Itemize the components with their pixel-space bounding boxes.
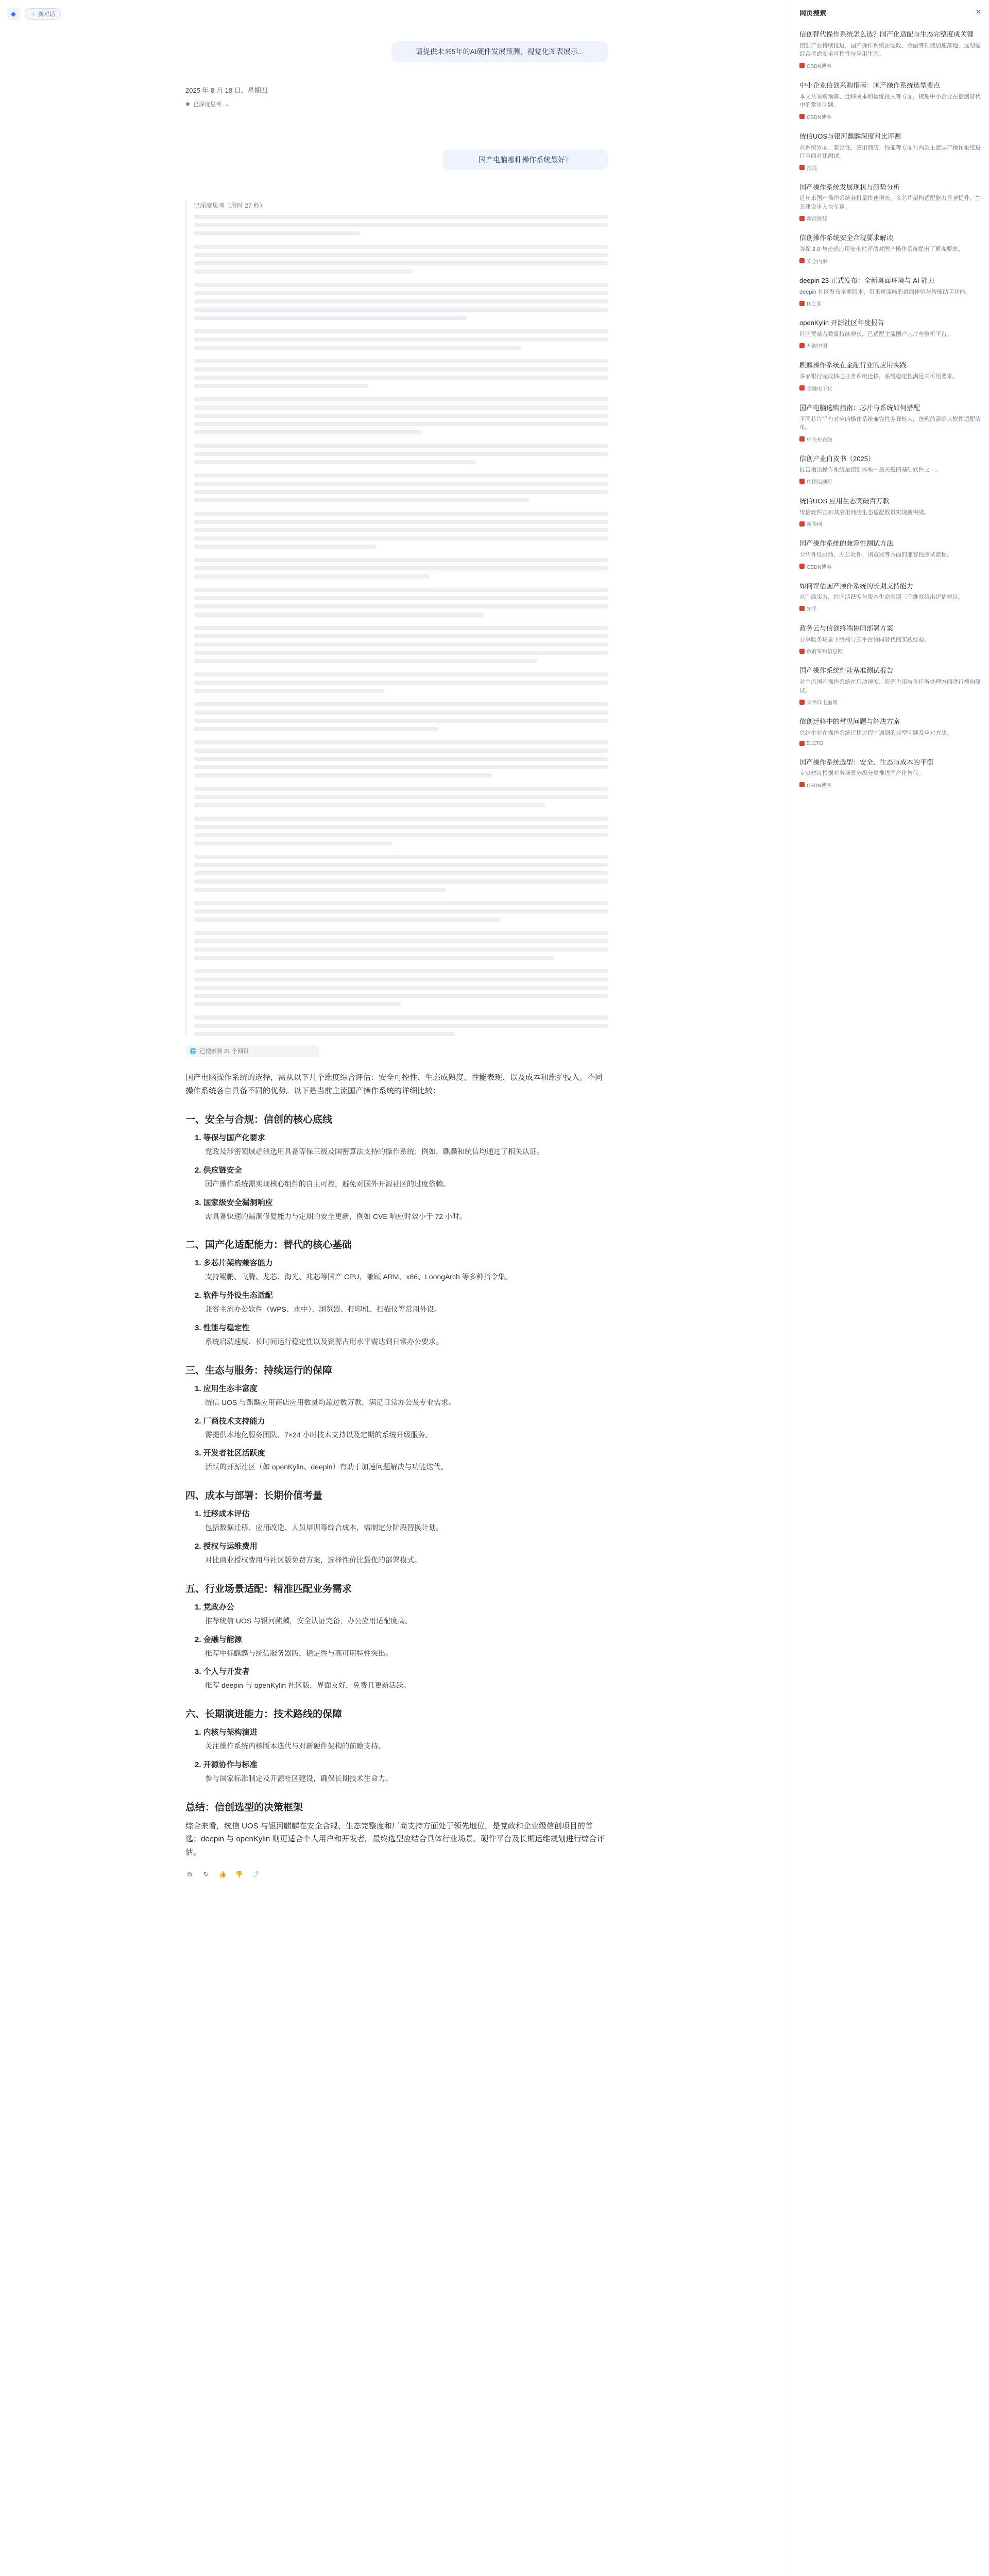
search-result-title[interactable]: 信创替代操作系统怎么选？国产化适配与生态完整度成关键	[799, 30, 974, 38]
section-title: 二、国产化适配能力：替代的核心基础	[185, 1240, 352, 1251]
answer-sections	[185, 1112, 608, 1785]
reasoning-line	[194, 231, 360, 235]
source-favicon-icon	[799, 63, 805, 68]
source-favicon-icon	[799, 649, 805, 654]
section-item-title: 2. 金融与能源	[195, 1635, 242, 1644]
reasoning-line	[194, 367, 608, 371]
reasoning-line	[194, 977, 608, 981]
source-favicon-icon	[799, 385, 805, 391]
section-item	[195, 1132, 608, 1158]
source-favicon-icon	[799, 216, 805, 221]
search-result-source-name: CSDN博客	[807, 63, 832, 70]
search-result-source	[799, 520, 981, 528]
reasoning-paragraph	[194, 969, 608, 1006]
search-result-source-name: 搜狐	[807, 165, 817, 172]
reasoning-line	[194, 512, 608, 516]
search-result-snippet: 不同芯片平台对应的操作系统兼容性差异较大，选购前需确认软件适配清单。	[799, 416, 981, 431]
search-result-source	[799, 563, 981, 570]
source-favicon-icon	[799, 782, 805, 787]
copy-icon[interactable]: ⧉	[187, 1871, 192, 1878]
section-item-desc: 推荐 deepin 与 openKylin 社区版，界面友好，免费且更新活跃。	[205, 1681, 411, 1690]
reasoning-line	[194, 460, 475, 464]
search-result-title[interactable]: 国产电脑选购指南：芯片与系统如何搭配	[799, 403, 920, 412]
search-result-source	[799, 698, 981, 706]
search-result-title[interactable]: 信创操作系统安全合规要求解读	[799, 234, 894, 242]
section-item	[195, 1666, 608, 1692]
search-result-source	[799, 781, 981, 789]
section-item	[195, 1415, 608, 1442]
think-label: 已深度思考	[193, 101, 222, 108]
section-item-title: 2. 软件与外设生态适配	[195, 1291, 273, 1300]
source-favicon-icon	[799, 436, 805, 442]
source-favicon-icon	[799, 741, 805, 746]
search-result-title[interactable]: 统信UOS 应用生态突破百万款	[799, 497, 890, 505]
reasoning-line	[194, 956, 554, 960]
section-item	[195, 1634, 608, 1660]
search-result-snippet: deepin 社区发布全新版本，带来更流畅的桌面体验与智能助手功能。	[799, 289, 971, 295]
search-result-source-name: IT之家	[807, 301, 822, 308]
reasoning-paragraph	[194, 512, 608, 549]
reasoning-line	[194, 681, 608, 685]
search-results-list	[791, 25, 989, 795]
reasoning-line	[194, 283, 608, 287]
reasoning-line	[194, 405, 608, 410]
search-result-source-name: 金融电子化	[807, 386, 832, 392]
section-item	[195, 1447, 608, 1473]
search-result-source	[799, 647, 981, 655]
reasoning-line	[194, 498, 529, 502]
source-favicon-icon	[799, 343, 805, 348]
section-item-title: 3. 个人与开发者	[195, 1667, 250, 1676]
search-result-source-name: 中国信通院	[807, 479, 832, 485]
reasoning-text	[194, 215, 608, 1036]
reasoning-line	[194, 299, 608, 303]
reasoning-paragraph	[194, 359, 608, 388]
search-result-source	[799, 214, 981, 222]
reasoning-line	[194, 888, 446, 892]
source-favicon-icon	[799, 258, 805, 263]
reasoning-line	[194, 245, 608, 249]
search-result-snippet: 社区贡献者数量持续增长，已适配主流国产芯片与整机平台。	[799, 331, 952, 337]
reasoning-line	[194, 817, 608, 821]
search-results-panel	[791, 0, 989, 2576]
new-chat-button[interactable]	[25, 8, 61, 20]
search-result-title[interactable]: 信创产业白皮书（2025）	[799, 454, 875, 463]
reasoning-paragraph	[194, 817, 608, 845]
search-result-title[interactable]: 信创迁移中的常见问题与解决方案	[799, 718, 900, 726]
summary-text: 综合来看，统信 UOS 与银河麒麟在安全合规、生态完整度和厂商支持方面处于领先地位，是党政和企业级信创项目的首选；deepin 与 openKylin 则更适合个人用户和开发者。最终选型应结合具体行业场景、硬件平台及长期运维规划进行综合评估。	[185, 1821, 605, 1857]
reasoning-paragraph	[194, 397, 608, 434]
globe-icon: 🌐	[190, 1048, 197, 1055]
source-favicon-icon	[799, 114, 805, 119]
search-result-item[interactable]	[791, 577, 989, 619]
section-item-title: 3. 国家级安全漏洞响应	[195, 1198, 273, 1207]
reasoning-line	[194, 939, 608, 943]
search-result-title[interactable]: 国产操作系统性能基准测试报告	[799, 667, 894, 675]
source-favicon-icon	[799, 165, 805, 170]
reasoning-paragraph	[194, 901, 608, 922]
reasoning-line	[194, 702, 608, 706]
reasoning-line	[194, 863, 608, 867]
section-item	[195, 1540, 608, 1567]
reasoning-line	[194, 604, 608, 608]
reasoning-line	[194, 558, 608, 562]
reasoning-line	[194, 909, 608, 913]
section-item	[195, 1164, 608, 1191]
reasoning-line	[194, 879, 608, 884]
section-item	[195, 1726, 608, 1753]
section-item-title: 1. 党政办公	[195, 1602, 234, 1612]
reasoning-line	[194, 994, 608, 998]
reasoning-paragraph	[194, 1015, 608, 1036]
reasoning-paragraph	[194, 740, 608, 777]
search-result-snippet: 统信软件宣布其应用商店生态适配数量实现新突破。	[799, 509, 930, 516]
section-item	[195, 1759, 608, 1785]
section-title: 一、安全与合规：信创的核心底线	[185, 1114, 333, 1125]
search-result-item[interactable]	[791, 355, 989, 398]
source-favicon-icon	[799, 606, 805, 611]
new-chat-label: 新对话	[38, 11, 55, 18]
search-result-snippet: 介绍外设驱动、办公软件、浏览器等方面的兼容性测试流程。	[799, 552, 952, 558]
search-result-snippet: 等保 2.0 与密码应用安全性评估对国产操作系统提出了更高要求。	[799, 246, 964, 253]
search-result-source	[799, 342, 981, 349]
reasoning-block	[185, 201, 608, 1036]
search-result-source	[799, 435, 981, 443]
reasoning-line	[194, 253, 608, 257]
section-item-desc: 包括数据迁移、应用改造、人员培训等综合成本，需制定分阶段替换计划。	[205, 1523, 443, 1532]
answer-actions	[185, 1870, 608, 1878]
reasoning-line	[194, 422, 608, 426]
reasoning-paragraph	[194, 588, 608, 617]
section-item	[195, 1290, 608, 1316]
search-result-title[interactable]: 如何评估国产操作系统的长期支持能力	[799, 582, 914, 590]
reasoning-line	[194, 855, 608, 859]
search-result-snippet: 本文从采购预算、迁移成本和运维投入等方面，梳理中小企业在信创替代中的常见问题。	[799, 93, 981, 109]
reasoning-paragraph	[194, 558, 608, 579]
reasoning-line	[194, 651, 608, 655]
reasoning-line	[194, 414, 608, 418]
search-result-snippet: 信创产业持续推进，国产操作系统在党政、金融等领域加速落地，选型需综合考虑安全可控性与应用生态。	[799, 42, 981, 58]
reasoning-paragraph	[194, 473, 608, 502]
search-result-snippet: 对主流国产操作系统在启动速度、资源占用与多任务处理方面进行横向测试。	[799, 679, 981, 694]
reasoning-line	[194, 642, 608, 647]
reasoning-paragraph	[194, 283, 608, 320]
thumbs-down-icon[interactable]: 👎	[235, 1871, 243, 1878]
section-item-desc: 系统启动速度、长时间运行稳定性以及资源占用水平需达到日常办公要求。	[205, 1337, 443, 1346]
section-item-title: 3. 开发者社区活跃度	[195, 1449, 265, 1458]
plus-icon: ＋	[30, 11, 36, 18]
reasoning-line	[194, 430, 421, 434]
section-item-desc: 党政及涉密领域必须选用具备等保三级及国密算法支持的操作系统；例如，麒麟和统信均通过了相关认证。	[205, 1147, 544, 1156]
conversation	[185, 31, 608, 1878]
section-title: 四、成本与部署：长期价值考量	[185, 1490, 323, 1502]
search-result-title[interactable]: 国产操作系统发展现状与趋势分析	[799, 183, 900, 191]
section-item-title: 1. 迁移成本评估	[195, 1510, 250, 1519]
search-result-source-name: CSDN博客	[807, 564, 832, 570]
reasoning-line	[194, 346, 521, 350]
search-result-source-name: 太平洋电脑网	[807, 700, 838, 706]
reasoning-line	[194, 329, 608, 333]
reasoning-line	[194, 825, 608, 829]
reasoning-line	[194, 833, 608, 837]
reasoning-line	[194, 528, 608, 532]
search-result-title[interactable]: deepin 23 正式发布：全新桌面环境与 AI 能力	[799, 276, 935, 284]
reasoning-line	[194, 757, 608, 761]
reasoning-line	[194, 634, 608, 638]
search-result-snippet: 报告指出操作系统是信创体系中最关键的基础软件之一。	[799, 467, 941, 473]
search-result-source	[799, 62, 981, 70]
search-count-label: 已搜索到 21 个网页	[199, 1048, 249, 1055]
search-result-snippet: 近年来国产操作系统装机量快速增长，多芯片架构适配能力显著提升，生态建设步入快车道。	[799, 195, 981, 210]
reasoning-line	[194, 291, 608, 295]
section-item-desc: 统信 UOS 与麒麟应用商店应用数量均超过数万款，满足日常办公及专业需求。	[205, 1398, 456, 1406]
search-result-item[interactable]	[791, 492, 989, 534]
app-logo-icon[interactable]: ◆	[7, 8, 20, 20]
reasoning-paragraph	[194, 787, 608, 807]
reasoning-line	[194, 473, 608, 478]
reasoning-line	[194, 626, 608, 630]
reasoning-paragraph	[194, 245, 608, 274]
search-result-item[interactable]	[791, 127, 989, 178]
reasoning-line	[194, 384, 368, 388]
search-result-snippet: 总结企业在操作系统迁移过程中遇到的典型问题及应对方法。	[799, 730, 952, 736]
search-result-title[interactable]: 国产操作系统选型：安全、生态与成本的平衡	[799, 758, 934, 766]
search-result-item[interactable]	[791, 398, 989, 449]
reasoning-line	[194, 710, 608, 715]
user-question-bubble-2: 国产电脑哪种操作系统最好？	[443, 149, 608, 170]
reasoning-line	[194, 689, 384, 693]
reasoning-line	[194, 719, 608, 723]
close-icon[interactable]: ×	[976, 8, 981, 16]
answer-intro: 国产电脑操作系统的选择，需从以下几个维度综合评估：安全可控性、生态成熟度、性能表现、以及成本和维护投入。不同操作系统各自具备不同的优势。以下是当前主流国产操作系统的详细比较：	[185, 1073, 603, 1095]
reasoning-line	[194, 871, 608, 875]
search-result-item[interactable]	[791, 271, 989, 313]
panel-header	[791, 0, 989, 25]
reasoning-line	[194, 490, 608, 494]
search-result-source-name: 中关村在线	[807, 437, 832, 443]
top-bar	[0, 0, 791, 28]
section-item-title: 1. 内核与架构演进	[195, 1728, 258, 1737]
reasoning-paragraph	[194, 329, 608, 350]
source-favicon-icon	[799, 521, 805, 527]
search-result-title[interactable]: 统信UOS与银河麒麟深度对比评测	[799, 132, 901, 140]
search-result-item[interactable]	[791, 313, 989, 355]
search-result-source-name: 政府采购信息网	[807, 649, 843, 655]
search-result-snippet: 分享政务场景下终端与云平台协同替代的实践经验。	[799, 636, 930, 643]
reasoning-line	[194, 316, 467, 320]
reasoning-line	[194, 308, 608, 312]
section-item-title: 2. 厂商技术支持能力	[195, 1416, 265, 1426]
reasoning-line	[194, 659, 537, 663]
search-result-item[interactable]	[791, 76, 989, 127]
search-result-source	[799, 113, 981, 121]
search-result-source	[799, 164, 981, 172]
section-item-title: 1. 应用生态丰富度	[195, 1384, 258, 1393]
reasoning-line	[194, 223, 608, 227]
section-item-desc: 活跃的开源社区（如 openKylin、deepin）有助于加速问题解决与功能迭代。	[205, 1463, 448, 1471]
reasoning-line	[194, 337, 608, 342]
reasoning-line	[194, 566, 608, 570]
reasoning-line	[194, 269, 413, 274]
section-item-title: 1. 多芯片架构兼容能力	[195, 1259, 273, 1268]
section-item	[195, 1257, 608, 1283]
chevron-down-icon: ⌄	[225, 101, 230, 108]
search-result-title[interactable]: openKylin 开源社区年度报告	[799, 319, 884, 327]
source-favicon-icon	[799, 700, 805, 705]
section-item-title: 3. 性能与稳定性	[195, 1323, 250, 1332]
reasoning-line	[194, 588, 608, 592]
reasoning-line	[194, 1002, 401, 1006]
reasoning-paragraph	[194, 702, 608, 731]
section-item-desc: 国产操作系统需实现核心组件的自主可控，避免对国外开源社区的过度依赖。	[205, 1179, 450, 1188]
reasoning-header: 已深度思考（用时 27 秒）	[194, 202, 266, 209]
search-result-snippet: 多家银行完成核心业务系统迁移，系统稳定性满足高可用要求。	[799, 374, 958, 380]
search-result-source-name: CSDN博客	[807, 114, 832, 121]
reasoning-paragraph	[194, 215, 608, 235]
search-result-item[interactable]	[791, 619, 989, 661]
section-item	[195, 1601, 608, 1628]
section-item-desc: 对比商业授权费用与社区版免费方案，选择性价比最优的部署模式。	[205, 1555, 421, 1564]
reasoning-line	[194, 1024, 608, 1028]
reasoning-line	[194, 482, 608, 486]
source-favicon-icon	[799, 479, 805, 484]
search-result-title[interactable]: 中小企业信创采购指南：国产操作系统选型要点	[799, 81, 941, 89]
reasoning-line	[194, 397, 608, 401]
reasoning-line	[194, 841, 393, 845]
reasoning-line	[194, 918, 500, 922]
reasoning-line	[194, 545, 376, 549]
section-item-desc: 需提供本地化服务团队、7×24 小时技术支持以及定期的系统升级服务。	[205, 1430, 433, 1439]
reasoning-paragraph	[194, 855, 608, 892]
search-result-item[interactable]	[791, 753, 989, 795]
reasoning-line	[194, 749, 608, 753]
reasoning-line	[194, 452, 608, 456]
summary-title: 总结：信创选型的决策框架	[185, 1802, 303, 1813]
search-result-item[interactable]	[791, 534, 989, 576]
reasoning-line	[194, 444, 608, 448]
reasoning-paragraph	[194, 931, 608, 960]
reasoning-line	[194, 672, 608, 676]
reasoning-line	[194, 1032, 455, 1036]
section-item-desc: 关注操作系统内核版本迭代与对新硬件架构的前瞻支持。	[205, 1742, 385, 1751]
reasoning-line	[194, 613, 484, 617]
search-result-source	[799, 741, 981, 747]
thumbs-up-icon[interactable]: 👍	[218, 1871, 227, 1878]
regenerate-icon[interactable]: ↻	[203, 1871, 209, 1878]
reasoning-line	[194, 773, 492, 777]
brain-icon: ✺	[185, 101, 191, 108]
reasoning-line	[194, 215, 608, 219]
search-result-title[interactable]: 麒麟操作系统在金融行业的应用实践	[799, 361, 907, 369]
search-result-title[interactable]: 国产操作系统的兼容性测试方法	[799, 539, 894, 548]
reasoning-line	[194, 740, 608, 744]
search-result-item[interactable]	[791, 228, 989, 270]
reasoning-line	[194, 795, 608, 799]
reasoning-line	[194, 727, 438, 731]
search-result-snippet: 专家建议根据业务场景分级分类推进国产化替代。	[799, 770, 924, 777]
section-item-title: 1. 等保与国产化要求	[195, 1133, 265, 1142]
section-item-desc: 支持鲲鹏、飞腾、龙芯、海光、兆芯等国产 CPU，兼顾 ARM、x86、LoongArch 等多种指令集。	[205, 1273, 513, 1281]
share-icon[interactable]: ⤴	[252, 1871, 259, 1878]
search-result-source-name: 安全内参	[807, 259, 827, 265]
section-title: 三、生态与服务：持续运行的保障	[185, 1365, 333, 1376]
reasoning-line	[194, 803, 545, 807]
search-result-source	[799, 605, 981, 613]
section-item-desc: 兼容主流办公软件（WPS、永中）、浏览器、打印机、扫描仪等常用外设。	[205, 1305, 441, 1314]
section-item	[195, 1383, 608, 1409]
reasoning-paragraph	[194, 444, 608, 464]
search-result-snippet: 从系统界面、兼容性、应用商店、性能等方面对两款主流国产操作系统进行全面对比测试。	[799, 144, 981, 160]
section-item-title: 2. 供应链安全	[195, 1165, 242, 1175]
search-result-item[interactable]	[791, 178, 989, 229]
search-result-item[interactable]	[791, 25, 989, 76]
search-result-source	[799, 478, 981, 485]
source-favicon-icon	[799, 564, 805, 569]
web-search-summary[interactable]	[185, 1045, 319, 1057]
think-toggle[interactable]	[185, 100, 608, 108]
section-item	[195, 1508, 608, 1534]
reasoning-line	[194, 536, 608, 540]
search-result-source-name: 新浪财经	[807, 216, 827, 223]
reasoning-paragraph	[194, 626, 608, 663]
section-item-desc: 参与国家标准制定及开源社区建设，确保长期技术生命力。	[205, 1774, 393, 1783]
search-result-source-name: 51CTO	[807, 740, 824, 747]
reasoning-line	[194, 765, 608, 769]
reasoning-line	[194, 1015, 608, 1020]
search-result-source-name: CSDN博客	[807, 783, 832, 789]
reasoning-line	[194, 901, 608, 905]
source-favicon-icon	[799, 301, 805, 306]
search-result-source	[799, 257, 981, 265]
section-item	[195, 1322, 608, 1348]
search-result-source	[799, 299, 981, 307]
search-result-source	[799, 384, 981, 392]
section-item-desc: 需具备快速的漏洞修复能力与定期的安全更新，例如 CVE 响应时效小于 72 小时。	[205, 1212, 467, 1221]
reasoning-line	[194, 969, 608, 973]
reasoning-line	[194, 574, 430, 579]
section-title: 六、长期演进能力：技术路线的保障	[185, 1709, 343, 1720]
reasoning-line	[194, 986, 608, 990]
answer-date: 2025 年 8 月 18 日，星期四	[185, 87, 268, 94]
reasoning-line	[194, 787, 608, 791]
section-item-desc: 推荐中标麒麟与统信服务器版，稳定性与高可用特性突出。	[205, 1649, 393, 1657]
search-result-item[interactable]	[791, 712, 989, 752]
reasoning-line	[194, 261, 608, 265]
reasoning-line	[194, 947, 608, 952]
reasoning-line	[194, 931, 608, 935]
reasoning-line	[194, 359, 608, 363]
search-result-item[interactable]	[791, 449, 989, 492]
reasoning-line	[194, 596, 608, 600]
search-result-snippet: 从厂商实力、社区活跃度与版本生命周期三个维度给出评估建议。	[799, 594, 964, 601]
reasoning-line	[194, 376, 608, 380]
section-item-title: 2. 授权与运维费用	[195, 1541, 258, 1551]
section-item	[195, 1197, 608, 1223]
reasoning-line	[194, 520, 608, 524]
search-result-source-name: 知乎	[807, 606, 817, 613]
search-result-title[interactable]: 政务云与信创终端协同部署方案	[799, 624, 894, 632]
section-item-desc: 推荐统信 UOS 与银河麒麟，安全认证完备，办公应用适配度高。	[205, 1616, 413, 1625]
panel-title: 网页搜索	[799, 9, 827, 17]
section-title: 五、行业场景适配：精准匹配业务需求	[185, 1583, 352, 1595]
search-result-item[interactable]	[791, 661, 989, 712]
section-item-title: 2. 开源协作与标准	[195, 1760, 258, 1769]
user-question-bubble: 请提供未来5年的AI硬件发展预测，视觉化图表展示...	[391, 41, 608, 62]
search-result-source-name: 开源中国	[807, 344, 827, 350]
reasoning-paragraph	[194, 672, 608, 693]
search-result-source-name: 新华网	[807, 522, 822, 528]
